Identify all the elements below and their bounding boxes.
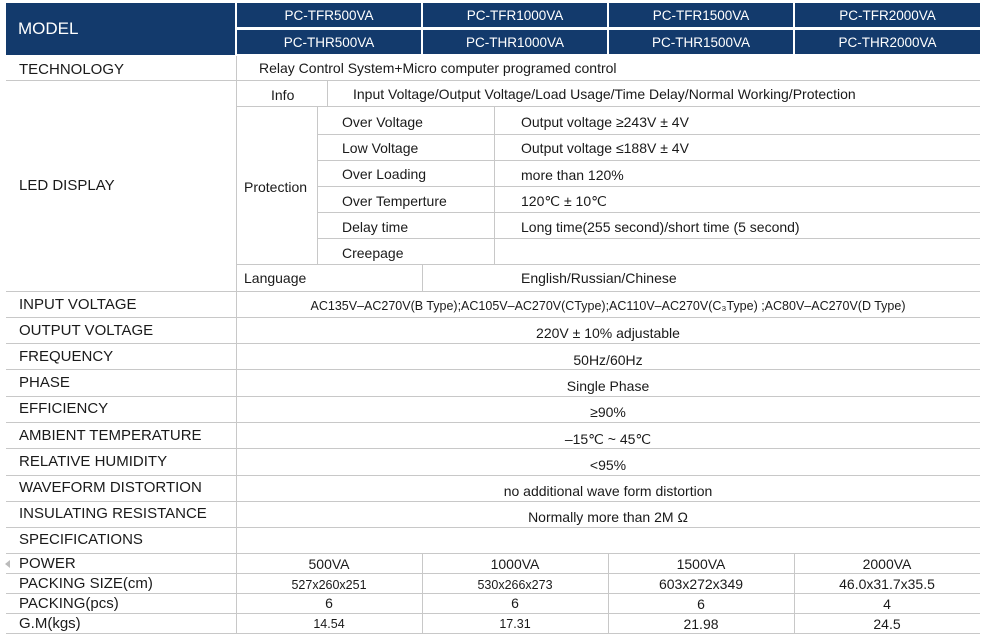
model-tfr-1000: PC-TFR1000VA [423,3,607,27]
rule-packing [6,613,980,614]
packing-size-1000: 530x266x273 [477,578,553,592]
spec-value-efficiency: ≥90% [590,404,626,420]
model-header [6,3,980,55]
spec-label-insulating-resistance: INSULATING RESISTANCE [19,505,207,522]
protection-name-over-temperture: Over Temperture [342,193,447,209]
rule-spec-6 [6,448,980,449]
spec-value-waveform-distortion: no additional wave form distortion [503,483,713,499]
protection-value-over-voltage: Output voltage ≥243V ± 4V [521,114,689,130]
row-label-power: POWER [19,555,76,572]
packing-1500: 6 [697,596,705,612]
spec-value-output-voltage: 220V ± 10% adjustable [536,325,680,341]
vrule-spec-col [236,292,237,554]
technology-value: Relay Control System+Micro computer programed control [259,60,617,76]
vrule-language [422,265,423,292]
packing-size-2000: 46.0x31.7x35.5 [839,576,935,592]
model-thr-500: PC-THR500VA [237,30,421,54]
rule-specifications [6,553,980,554]
spec-value-ambient-temperature: –15℃ ~ 45℃ [564,431,652,447]
rule-tech [6,80,980,81]
model-tfr-2000: PC-TFR2000VA [795,3,980,27]
rule-spec-8 [6,501,980,502]
specifications-label: SPECIFICATIONS [19,531,143,548]
gm-1500: 21.98 [683,616,719,632]
spec-value-relative-humidity: <95% [589,457,627,473]
power-500: 500VA [308,556,350,572]
rule-prot-1 [318,134,980,135]
gm-2000: 24.5 [873,616,901,632]
vrule-protection-value [494,107,495,265]
gm-500: 14.54 [313,617,345,631]
language-value: English/Russian/Chinese [521,270,677,286]
packing-size-500: 527x260x251 [291,578,367,592]
vrule-label-col [236,56,237,292]
model-thr-1500: PC-THR1500VA [609,30,793,54]
model-tfr-1500: PC-TFR1500VA [609,3,793,27]
spec-value-insulating-resistance: Normally more than 2M Ω [528,509,688,525]
info-value: Input Voltage/Output Voltage/Load Usage/Time Delay/Normal Working/Protection [353,86,856,102]
protection-label: Protection [244,179,308,195]
rule-prot-5 [318,238,980,239]
spec-label-phase: PHASE [19,374,70,391]
rule-spec-7 [6,475,980,476]
protection-name-over-loading: Over Loading [342,166,427,182]
row-label-packing: PACKING(pcs) [19,595,119,612]
rule-spec-1 [6,317,980,318]
packing-2000: 4 [883,596,891,612]
vrule-b0 [236,554,237,634]
gm-1000: 17.31 [499,617,531,631]
vrule-protection [317,107,318,265]
power-1000: 1000VA [490,556,540,572]
technology-label: TECHNOLOGY [19,61,125,78]
protection-name-delay-time: Delay time [342,219,409,235]
row-label-gm: G.M(kgs) [19,615,81,632]
power-1500: 1500VA [676,556,726,572]
vrule-b1 [422,554,423,634]
protection-name-low-voltage: Low Voltage [342,140,419,156]
protection-value-over-loading: more than 120% [521,167,624,183]
spec-label-waveform-distortion: WAVEFORM DISTORTION [19,479,202,496]
rule-power [6,573,980,574]
spec-value-frequency: 50Hz/60Hz [573,352,643,368]
protection-value-over-temperture: 120℃ ± 10℃ [521,193,607,209]
spec-value-input-voltage: AC135V–AC270V(B Type);AC105V–AC270V(CType);AC110V–AC270V(C₃Type) ;AC80V–AC270V(D Type) [310,299,906,313]
info-label: Info [271,87,295,103]
model-thr-2000: PC-THR2000VA [795,30,980,54]
packing-size-1500: 603x272x349 [658,576,744,592]
rule-prot-2 [318,160,980,161]
language-label: Language [244,270,307,286]
rule-spec-3 [6,369,980,370]
packing-1000: 6 [511,595,519,611]
spec-label-frequency: FREQUENCY [19,348,114,365]
rule-led [6,291,980,292]
protection-value-delay-time: Long time(255 second)/short time (5 second) [521,219,800,235]
rule-prot-3 [318,186,980,187]
rule-gm [6,633,980,634]
spec-value-phase: Single Phase [566,378,650,394]
led-display-label: LED DISPLAY [19,177,115,194]
rule-prot-4 [318,212,980,213]
rule-info [237,106,980,107]
rule-spec-9 [6,527,980,528]
vrule-b3 [794,554,795,634]
spec-label-efficiency: EFFICIENCY [19,400,109,417]
rule-spec-2 [6,343,980,344]
protection-name-over-voltage: Over Voltage [342,114,423,130]
model-tfr-500: PC-TFR500VA [237,3,421,27]
vrule-info [327,81,328,107]
rule-prot-6 [237,264,980,265]
rule-spec-4 [6,396,980,397]
spec-label-ambient-temperature: AMBIENT TEMPERATURE [19,427,202,444]
vrule-b2 [608,554,609,634]
spec-label-output-voltage: OUTPUT VOLTAGE [19,322,154,339]
row-label-packing-size: PACKING SIZE(cm) [19,575,153,592]
packing-500: 6 [325,595,333,611]
spec-label-relative-humidity: RELATIVE HUMIDITY [19,453,168,470]
model-label: MODEL [6,3,235,55]
arrow-left-icon [5,560,10,568]
rule-spec-5 [6,422,980,423]
power-2000: 2000VA [862,556,912,572]
protection-value-low-voltage: Output voltage ≤188V ± 4V [521,140,689,156]
protection-name-creepage: Creepage [342,245,404,261]
model-thr-1000: PC-THR1000VA [423,30,607,54]
spec-label-input-voltage: INPUT VOLTAGE [19,296,137,313]
